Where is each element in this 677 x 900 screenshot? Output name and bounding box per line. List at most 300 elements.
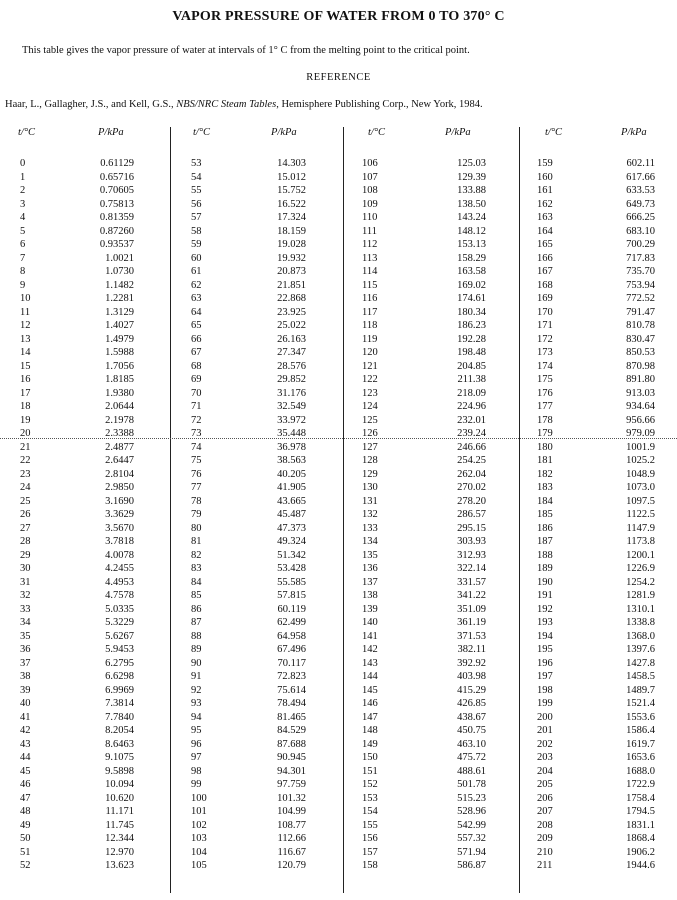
temperature-cell: 74 [191,441,202,453]
temperature-cell: 171 [537,320,553,331]
pressure-cell: 2.9850 [105,482,134,493]
pressure-cell: 5.6267 [105,630,134,642]
temperature-cell: 15 [20,360,31,372]
temperature-cell: 41 [20,711,31,723]
temperature-cell: 130 [362,482,378,493]
temperature-cell: 128 [362,455,378,466]
pressure-cell: 22.868 [277,293,306,304]
temperature-cell: 103 [191,833,207,844]
temperature-cell: 25 [20,495,31,507]
pressure-cell: 830.47 [626,333,655,345]
temperature-cell: 39 [20,684,31,696]
header-temperature: t/°C [193,127,211,138]
pressure-cell: 633.53 [626,185,655,196]
pressure-cell: 1.7056 [105,360,134,372]
temperature-cell: 123 [362,387,378,399]
pressure-cell: 956.66 [626,414,655,426]
pressure-cell: 41.905 [277,482,306,493]
pressure-cell: 204.85 [457,360,486,372]
pressure-cell: 29.852 [277,374,306,385]
temperature-cell: 12 [20,320,31,331]
pressure-cell: 515.23 [457,792,486,804]
pressure-cell: 557.32 [457,833,486,844]
temperature-cell: 40 [20,698,31,709]
pressure-cell: 143.24 [457,212,486,223]
pressure-cell: 87.688 [277,738,306,750]
temperature-cell: 4 [20,212,26,223]
temperature-cell: 21 [20,441,31,453]
temperature-cell: 179 [537,428,553,439]
temperature-cell: 62 [191,279,202,291]
temperature-cell: 100 [191,792,207,804]
temperature-cell: 19 [20,414,31,426]
pressure-cell: 53.428 [277,563,306,574]
temperature-cell: 1 [20,171,26,183]
pressure-cell: 192.28 [457,333,486,345]
temperature-cell: 69 [191,374,202,385]
temperature-cell: 185 [537,509,553,520]
pressure-cell: 28.576 [277,360,306,372]
pressure-cell: 23.925 [277,306,306,318]
header-pressure: P/kPa [621,127,647,138]
temperature-cell: 181 [537,455,553,466]
pressure-cell: 1281.9 [626,590,655,601]
pressure-cell: 717.83 [626,252,655,264]
page-title: VAPOR PRESSURE OF WATER FROM 0 TO 370° C [172,9,505,24]
temperature-cell: 75 [191,455,202,466]
temperature-cell: 174 [537,360,553,372]
intro-text: This table gives the vapor pressure of water at intervals of 1° C from the melting point to the critical point. [22,45,470,56]
temperature-cell: 206 [537,792,553,804]
temperature-cell: 50 [20,833,31,844]
pressure-cell: 270.02 [457,482,486,493]
pressure-cell: 148.12 [457,225,486,237]
header-temperature: t/°C [18,127,36,138]
pressure-cell: 1173.8 [626,536,655,547]
pressure-cell: 700.29 [626,239,655,250]
temperature-cell: 175 [537,374,553,385]
temperature-cell: 137 [362,576,378,588]
pressure-cell: 415.29 [457,684,486,696]
pressure-cell: 21.851 [277,279,306,291]
temperature-cell: 209 [537,833,553,844]
pressure-cell: 254.25 [457,455,486,466]
pressure-cell: 450.75 [457,725,486,736]
temperature-cell: 141 [362,630,378,642]
pressure-cell: 218.09 [457,387,486,399]
pressure-cell: 322.14 [457,563,486,574]
pressure-cell: 138.50 [457,198,486,210]
temperature-cell: 0 [20,158,26,169]
temperature-cell: 38 [20,671,31,682]
temperature-cell: 208 [537,819,553,831]
pressure-cell: 19.028 [277,239,306,250]
pressure-cell: 32.549 [277,401,306,412]
pressure-cell: 791.47 [626,306,655,318]
pressure-cell: 1.9380 [105,387,134,399]
temperature-cell: 144 [362,671,378,682]
pressure-cell: 1489.7 [626,684,655,696]
temperature-cell: 66 [191,333,202,345]
temperature-cell: 187 [537,536,553,547]
temperature-cell: 2 [20,185,26,196]
pressure-cell: 3.7818 [105,536,134,547]
pressure-cell: 850.53 [626,347,655,358]
pressure-cell: 0.75813 [99,198,134,210]
pressure-cell: 2.8104 [105,468,134,480]
pressure-cell: 361.19 [457,617,486,628]
pressure-cell: 169.02 [457,279,486,291]
pressure-cell: 7.3814 [105,698,134,709]
temperature-cell: 98 [191,765,202,777]
temperature-cell: 30 [20,563,31,574]
temperature-cell: 3 [20,198,26,210]
pressure-cell: 1458.5 [626,671,655,682]
pressure-cell: 239.24 [457,428,486,439]
temperature-cell: 125 [362,414,378,426]
pressure-cell: 8.2054 [105,725,134,736]
temperature-cell: 79 [191,509,202,520]
temperature-cell: 24 [20,482,31,493]
pressure-cell: 64.958 [277,630,306,642]
pressure-cell: 1254.2 [626,576,655,588]
temperature-cell: 135 [362,549,378,561]
temperature-cell: 102 [191,819,207,831]
temperature-cell: 113 [362,252,378,264]
pressure-cell: 180.34 [457,306,486,318]
pressure-cell: 2.3388 [105,428,134,439]
pressure-cell: 403.98 [457,671,486,682]
temperature-cell: 111 [362,225,377,237]
temperature-cell: 110 [362,212,378,223]
pressure-cell: 3.3629 [105,509,134,520]
pressure-cell: 0.93537 [99,239,134,250]
pressure-cell: 1586.4 [626,725,655,736]
pressure-cell: 1794.5 [626,806,655,817]
temperature-cell: 180 [537,441,553,453]
pressure-cell: 5.3229 [105,617,134,628]
pressure-cell: 13.623 [105,860,134,871]
temperature-cell: 91 [191,671,202,682]
pressure-cell: 163.58 [457,266,486,277]
temperature-cell: 119 [362,333,378,345]
pressure-cell: 2.0644 [105,401,134,412]
header-pressure: P/kPa [445,127,471,138]
temperature-cell: 60 [191,252,202,264]
pressure-cell: 78.494 [277,698,306,709]
pressure-cell: 25.022 [277,320,306,331]
temperature-cell: 107 [362,171,378,183]
temperature-cell: 140 [362,617,378,628]
pressure-cell: 586.87 [457,860,486,871]
pressure-cell: 67.496 [277,644,306,655]
temperature-cell: 56 [191,198,202,210]
pressure-cell: 49.324 [277,536,306,547]
temperature-cell: 99 [191,779,202,790]
temperature-cell: 5 [20,225,26,237]
temperature-cell: 170 [537,306,553,318]
pressure-cell: 1226.9 [626,563,655,574]
temperature-cell: 195 [537,644,553,655]
pressure-cell: 0.65716 [99,171,134,183]
pressure-cell: 1001.9 [626,441,655,453]
temperature-cell: 143 [362,657,378,669]
pressure-cell: 19.932 [277,252,306,264]
pressure-cell: 1.8185 [105,374,134,385]
temperature-cell: 6 [20,239,26,250]
pressure-cell: 9.1075 [105,752,134,763]
pressure-cell: 303.93 [457,536,486,547]
pressure-cell: 341.22 [457,590,486,601]
pressure-cell: 101.32 [277,792,306,804]
pressure-cell: 51.342 [277,549,306,561]
temperature-cell: 54 [191,171,202,183]
temperature-cell: 31 [20,576,31,588]
table-column-4 [525,127,675,895]
temperature-cell: 192 [537,603,553,615]
pressure-cell: 1553.6 [626,711,655,723]
pressure-cell: 4.4953 [105,576,134,588]
temperature-cell: 150 [362,752,378,763]
temperature-cell: 197 [537,671,553,682]
temperature-cell: 152 [362,779,378,790]
pressure-cell: 1310.1 [626,603,655,615]
pressure-cell: 913.03 [626,387,655,399]
pressure-cell: 6.9969 [105,684,134,696]
temperature-cell: 182 [537,468,553,480]
vapor-pressure-table [0,127,677,895]
temperature-cell: 165 [537,239,553,250]
pressure-cell: 463.10 [457,738,486,750]
pressure-cell: 116.67 [277,846,306,858]
pressure-cell: 810.78 [626,320,655,331]
pressure-cell: 351.09 [457,603,486,615]
pressure-cell: 1722.9 [626,779,655,790]
pressure-cell: 1.1482 [105,279,134,291]
pressure-cell: 8.6463 [105,738,134,750]
pressure-cell: 1.4027 [105,320,134,331]
pressure-cell: 43.665 [277,495,306,507]
temperature-cell: 55 [191,185,202,196]
temperature-cell: 193 [537,617,553,628]
pressure-cell: 278.20 [457,495,486,507]
temperature-cell: 61 [191,266,202,277]
reference-citation [5,99,483,110]
pressure-cell: 979.09 [626,428,655,439]
pressure-cell: 488.61 [457,765,486,777]
pressure-cell: 1147.9 [626,522,655,534]
pressure-cell: 438.67 [457,711,486,723]
temperature-cell: 82 [191,549,202,561]
pressure-cell: 12.344 [105,833,134,844]
temperature-cell: 105 [191,860,207,871]
pressure-cell: 753.94 [626,279,655,291]
pressure-cell: 0.61129 [100,158,134,169]
pressure-cell: 20.873 [277,266,306,277]
column-divider [519,127,520,893]
temperature-cell: 207 [537,806,553,817]
temperature-cell: 95 [191,725,202,736]
temperature-cell: 122 [362,374,378,385]
temperature-cell: 160 [537,171,553,183]
pressure-cell: 392.92 [457,657,486,669]
temperature-cell: 37 [20,657,31,669]
temperature-cell: 18 [20,401,31,412]
temperature-cell: 132 [362,509,378,520]
temperature-cell: 115 [362,279,378,291]
header-temperature: t/°C [368,127,386,138]
temperature-cell: 29 [20,549,31,561]
temperature-cell: 77 [191,482,202,493]
pressure-cell: 45.487 [277,509,306,520]
pressure-cell: 1653.6 [626,752,655,763]
pressure-cell: 1097.5 [626,495,655,507]
temperature-cell: 176 [537,387,553,399]
pressure-cell: 31.176 [277,387,306,399]
pressure-cell: 62.499 [277,617,306,628]
pressure-cell: 1.4979 [105,333,134,345]
temperature-cell: 159 [537,158,553,169]
temperature-cell: 210 [537,846,553,858]
pressure-cell: 70.117 [277,657,306,669]
temperature-cell: 116 [362,293,378,304]
pressure-cell: 426.85 [457,698,486,709]
pressure-cell: 186.23 [457,320,486,331]
pressure-cell: 382.11 [457,644,486,655]
table-column-3 [350,127,520,895]
temperature-cell: 158 [362,860,378,871]
temperature-cell: 109 [362,198,378,210]
pressure-cell: 1122.5 [626,509,655,520]
pressure-cell: 1944.6 [626,860,655,871]
temperature-cell: 49 [20,819,31,831]
temperature-cell: 142 [362,644,378,655]
temperature-cell: 72 [191,414,202,426]
header-pressure: P/kPa [271,127,297,138]
pressure-cell: 7.7840 [105,711,134,723]
pressure-cell: 295.15 [457,522,486,534]
pressure-cell: 75.614 [277,684,306,696]
temperature-cell: 149 [362,738,378,750]
temperature-cell: 139 [362,603,378,615]
pressure-cell: 312.93 [457,549,486,561]
temperature-cell: 189 [537,563,553,574]
temperature-cell: 83 [191,563,202,574]
temperature-cell: 191 [537,590,553,601]
temperature-cell: 23 [20,468,31,480]
pressure-cell: 4.7578 [105,590,134,601]
pressure-cell: 224.96 [457,401,486,412]
temperature-cell: 203 [537,752,553,763]
pressure-cell: 18.159 [277,225,306,237]
pressure-cell: 36.978 [277,441,306,453]
temperature-cell: 64 [191,306,202,318]
pressure-cell: 6.6298 [105,671,134,682]
temperature-cell: 89 [191,644,202,655]
pressure-cell: 14.303 [277,158,306,169]
temperature-cell: 178 [537,414,553,426]
pressure-cell: 666.25 [626,212,655,223]
temperature-cell: 96 [191,738,202,750]
pressure-cell: 602.11 [626,158,655,169]
pressure-cell: 57.815 [277,590,306,601]
temperature-cell: 164 [537,225,553,237]
pressure-cell: 617.66 [626,171,655,183]
pressure-cell: 90.945 [277,752,306,763]
temperature-cell: 129 [362,468,378,480]
temperature-cell: 20 [20,428,31,439]
pressure-cell: 17.324 [277,212,306,223]
pressure-cell: 9.5898 [105,765,134,777]
temperature-cell: 121 [362,360,378,372]
reference-authors: Haar, L., Gallagher, J.S., and Kell, G.S., [5,99,177,110]
header-pressure: P/kPa [98,127,124,138]
temperature-cell: 161 [537,185,553,196]
pressure-cell: 158.29 [457,252,486,264]
temperature-cell: 43 [20,738,31,750]
pressure-cell: 38.563 [277,455,306,466]
pressure-cell: 3.1690 [105,495,134,507]
pressure-cell: 1521.4 [626,698,655,709]
pressure-cell: 27.347 [277,347,306,358]
temperature-cell: 22 [20,455,31,466]
pressure-cell: 1338.8 [626,617,655,628]
temperature-cell: 124 [362,401,378,412]
temperature-cell: 10 [20,293,31,304]
temperature-cell: 93 [191,698,202,709]
temperature-cell: 202 [537,738,553,750]
pressure-cell: 286.57 [457,509,486,520]
temperature-cell: 162 [537,198,553,210]
pressure-cell: 16.522 [277,198,306,210]
temperature-cell: 63 [191,293,202,304]
pressure-cell: 5.9453 [105,644,134,655]
pressure-cell: 6.2795 [105,657,134,669]
pressure-cell: 120.79 [277,860,306,871]
pressure-cell: 4.0078 [105,549,134,561]
pressure-cell: 4.2455 [105,563,134,574]
temperature-cell: 76 [191,468,202,480]
temperature-cell: 131 [362,495,378,507]
pressure-cell: 15.012 [277,171,306,183]
pressure-cell: 11.745 [105,819,134,831]
temperature-cell: 34 [20,617,31,628]
pressure-cell: 94.301 [277,765,306,777]
reference-publisher: , Hemisphere Publishing Corp., New York, 1984. [276,99,483,110]
temperature-cell: 26 [20,509,31,520]
temperature-cell: 14 [20,347,31,358]
temperature-cell: 186 [537,522,553,534]
pressure-cell: 3.5670 [105,522,134,534]
temperature-cell: 112 [362,239,378,250]
dotted-guide-line [0,438,677,439]
pressure-cell: 371.53 [457,630,486,642]
temperature-cell: 167 [537,266,553,277]
temperature-cell: 166 [537,252,553,264]
pressure-cell: 683.10 [626,225,655,237]
temperature-cell: 53 [191,158,202,169]
temperature-cell: 183 [537,482,553,493]
pressure-cell: 40.205 [277,468,306,480]
temperature-cell: 86 [191,603,202,615]
temperature-cell: 46 [20,779,31,790]
temperature-cell: 42 [20,725,31,736]
temperature-cell: 94 [191,711,202,723]
pressure-cell: 133.88 [457,185,486,196]
temperature-cell: 58 [191,225,202,237]
pressure-cell: 0.87260 [99,225,134,237]
pressure-cell: 1758.4 [626,792,655,804]
